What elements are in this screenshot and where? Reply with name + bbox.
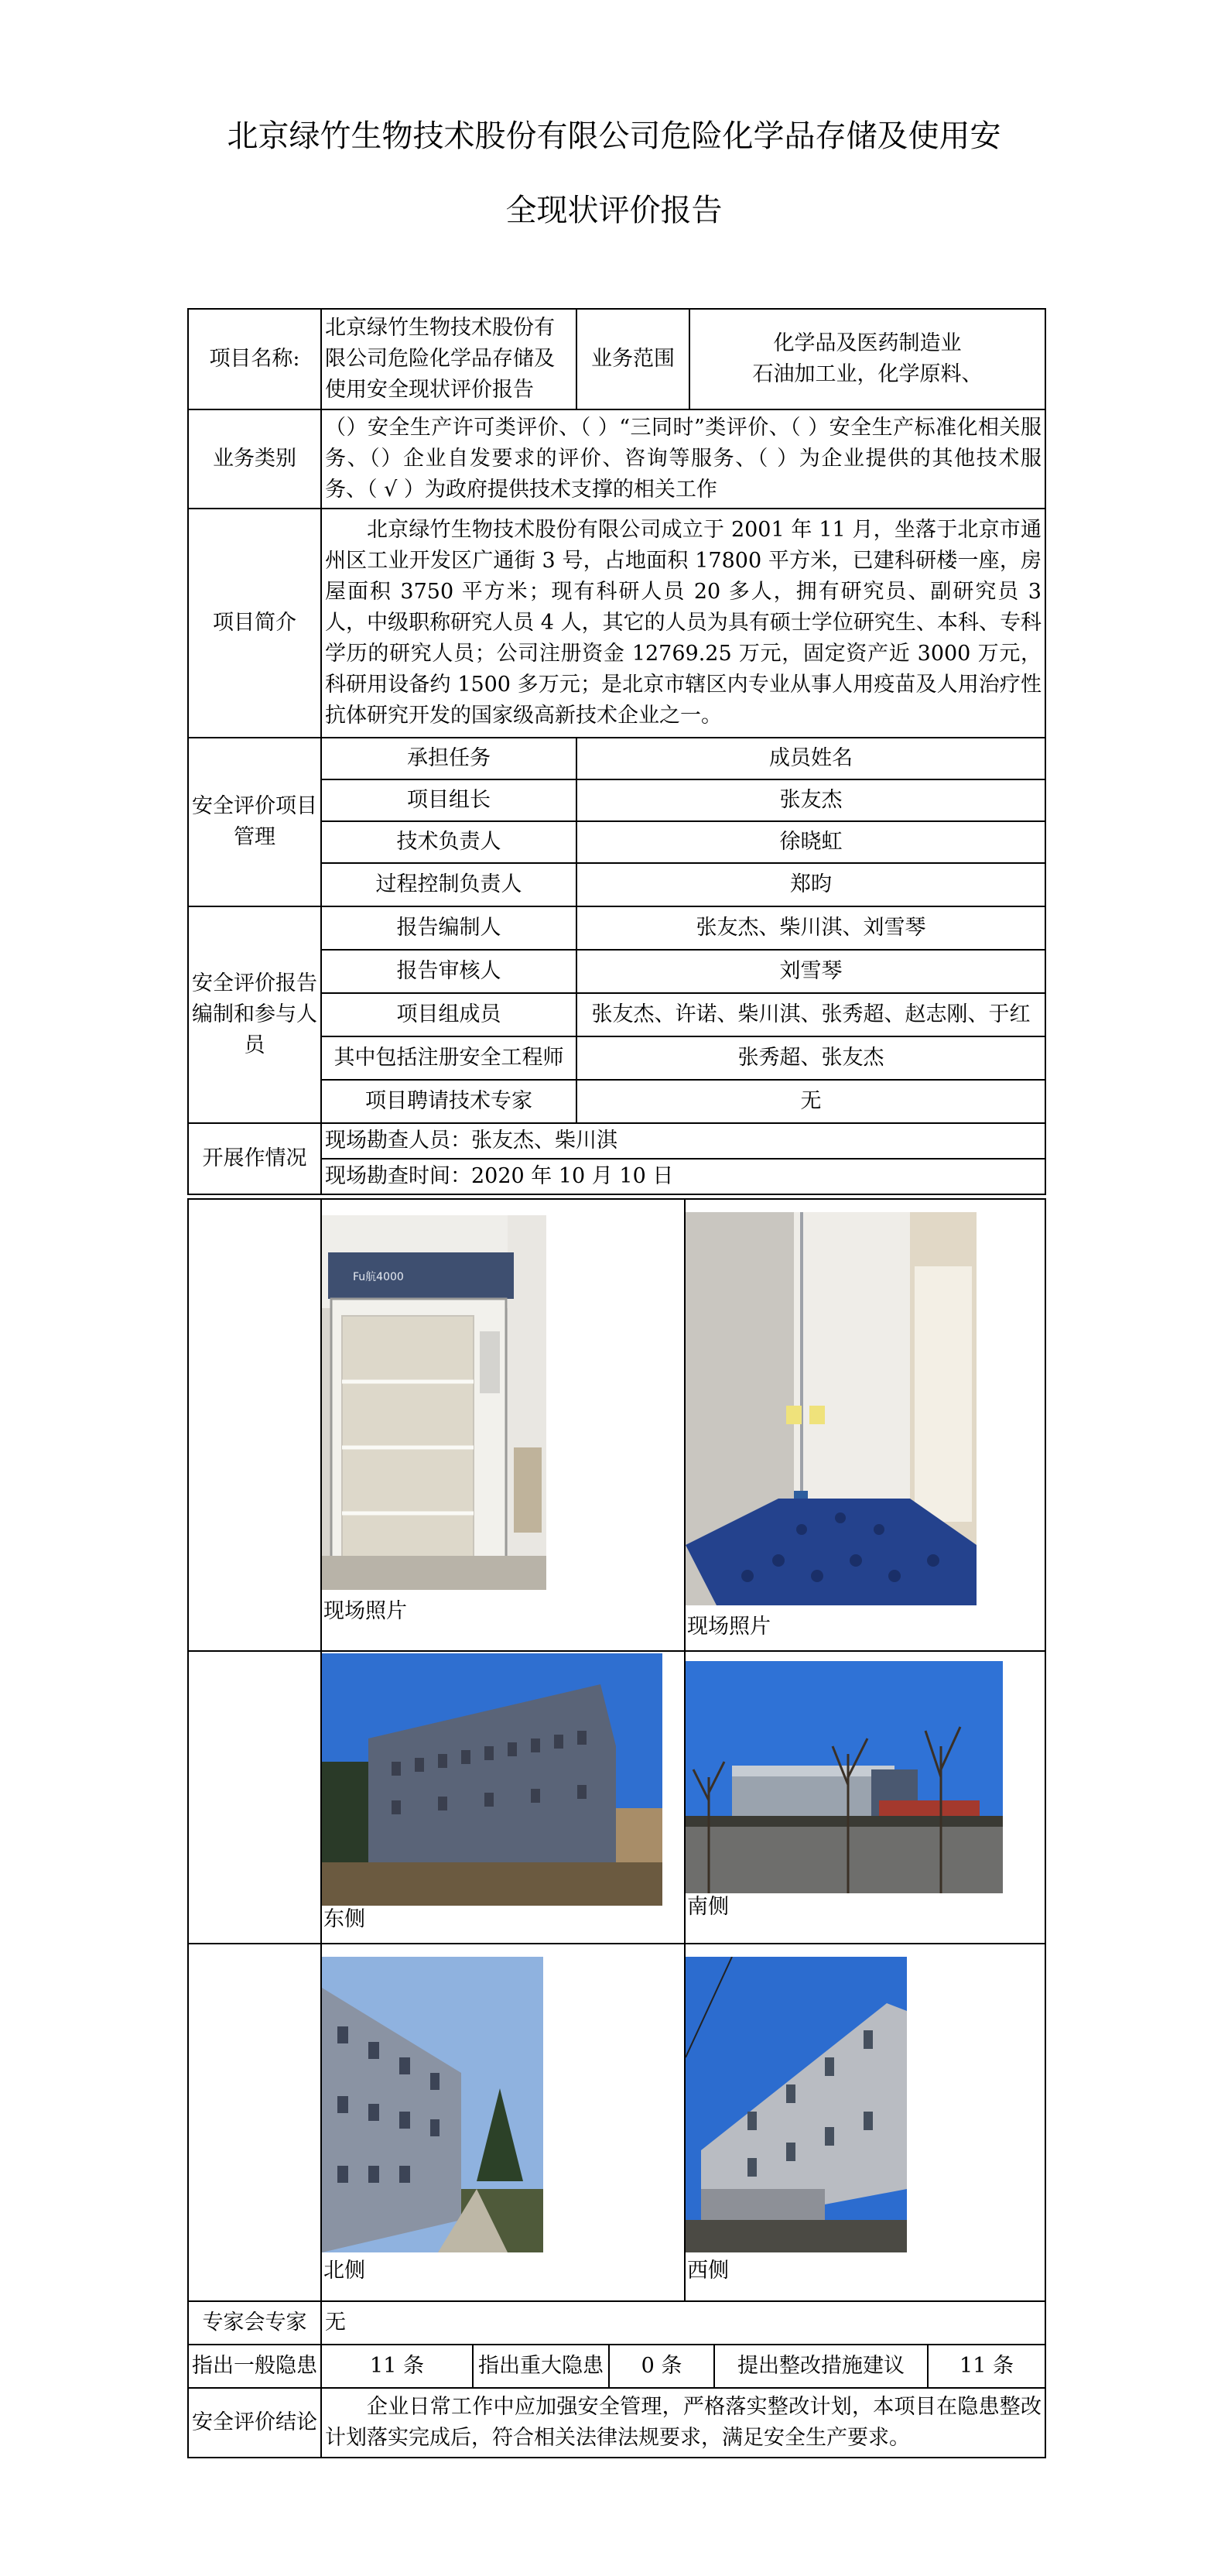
photo-row-label [188,1944,321,2301]
photo-caption: 西侧 [687,2259,729,2283]
report-name: 刘雪琴 [576,950,1045,993]
major-hazards-value: 0 条 [609,2345,714,2388]
photo-row-label [188,1199,321,1651]
general-hazards-label: 指出一般隐患 [188,2345,321,2388]
report-task: 项目聘请技术专家 [321,1080,576,1123]
photo-caption: 现场照片 [687,1615,771,1639]
west-side-photo [686,1957,907,2252]
report-title-line2: 全现状评价报告 [505,193,723,228]
conclusion-value: 企业日常工作中应加强安全管理，严格落实整改计划，本项目在隐患整改计划落实完成后，符合相关法律法规要求，满足安全生产要求。 [321,2388,1045,2458]
report-task: 项目组成员 [321,993,576,1036]
expert-label: 专家会专家 [188,2301,321,2345]
report-task: 报告审核人 [321,950,576,993]
report-name: 张友杰、许诺、柴川淇、张秀超、赵志刚、于红 [576,993,1045,1036]
photo-cell [321,1651,685,1944]
project-intro-label: 项目简介 [188,509,321,738]
north-side-photo [322,1957,543,2252]
photo-table [187,1198,1046,2302]
report-name: 张友杰、柴川淇、刘雪琴 [576,906,1045,950]
business-type-value: （）安全生产许可类评价、（ ）“三同时”类评价、（ ）安全生产标准化相关服务、（）企业自发要求的评价、咨询等服务、（ ）为企业提供的其他技术服务、（ √ ）为政府提供技术支撑的相关工作 [321,409,1045,509]
report-task: 报告编制人 [321,906,576,950]
fume-hood-photo [322,1215,546,1590]
mgmt-header-task: 承担任务 [321,738,576,779]
report-name: 张秀超、张友杰 [576,1036,1045,1080]
mgmt-task: 项目组长 [321,779,576,821]
work-line1: 现场勘查人员：张友杰、柴川淇 [321,1123,1045,1159]
conclusion-label: 安全评价结论 [188,2388,321,2458]
business-scope-line1: 化学品及医药制造业 [773,331,962,355]
report-name: 无 [576,1080,1045,1123]
rectification-value: 11 条 [928,2345,1045,2388]
report-staff-label: 安全评价报告编制和参与人员 [188,906,321,1123]
mgmt-name: 郑昀 [576,863,1045,906]
business-scope-value [689,309,1045,409]
business-scope-label: 业务范围 [576,309,689,409]
photo-cell [321,1199,685,1651]
business-scope-line2: 石油加工业，化学原料、 [752,362,983,386]
report-title-line1: 北京绿竹生物技术股份有限公司危险化学品存储及使用安 [227,118,1001,154]
major-hazards-label: 指出重大隐患 [473,2345,609,2388]
business-type-label: 业务类别 [188,409,321,509]
report-title [116,108,1112,238]
conclusion-table [187,2300,1046,2458]
mgmt-header-name: 成员姓名 [576,738,1045,779]
rectification-label: 提出整改措施建议 [714,2345,928,2388]
photo-caption: 南侧 [687,1895,729,1919]
expert-value: 无 [321,2301,1045,2345]
work-line2: 现场勘查时间：2020 年 10 月 10 日 [321,1159,1045,1194]
photo-caption: 现场照片 [323,1599,407,1623]
work-label: 开展作情况 [188,1123,321,1194]
hood-label: Fu航4000 [353,1271,404,1283]
mgmt-label: 安全评价项目管理 [188,738,321,906]
south-side-photo [686,1661,1003,1893]
photo-cell [685,1651,1045,1944]
project-intro-value: 北京绿竹生物技术股份有限公司成立于 2001 年 11 月，坐落于北京市通州区工业开发区广通街 3 号，占地面积 17800 平方米，已建科研楼一座，房屋面积 3750 平方米；现有科研人员 20 多人，拥有研究员、副研究员 3 人，中级职称研究人员 4 人，其它的人员为具有硕士学位研究生、本科、专科学历的研究人员；公司注册资金 12769.25 万元，固定资产近 3000 万元，科研用设备约 1500 多万元；是北京市辖区内专业从事人用疫苗及人用治疗性抗体研究开发的国家级高新技术企业之一。 [321,509,1045,738]
mgmt-name: 徐晓虹 [576,821,1045,863]
project-name-value: 北京绿竹生物技术股份有限公司危险化学品存储及使用安全现状评价报告 [321,309,576,409]
project-info-table [187,308,1046,1195]
photo-cell [685,1199,1045,1651]
photo-caption: 北侧 [323,2259,365,2283]
east-side-photo [322,1653,662,1906]
general-hazards-value: 11 条 [321,2345,473,2388]
mgmt-task: 过程控制负责人 [321,863,576,906]
mgmt-name: 张友杰 [576,779,1045,821]
photo-row-label [188,1651,321,1944]
mgmt-task: 技术负责人 [321,821,576,863]
photo-caption: 东侧 [323,1907,365,1931]
project-name-label: 项目名称: [188,309,321,409]
photo-cell [685,1944,1045,2301]
storage-room-photo [686,1212,977,1605]
photo-cell [321,1944,685,2301]
report-task: 其中包括注册安全工程师 [321,1036,576,1080]
